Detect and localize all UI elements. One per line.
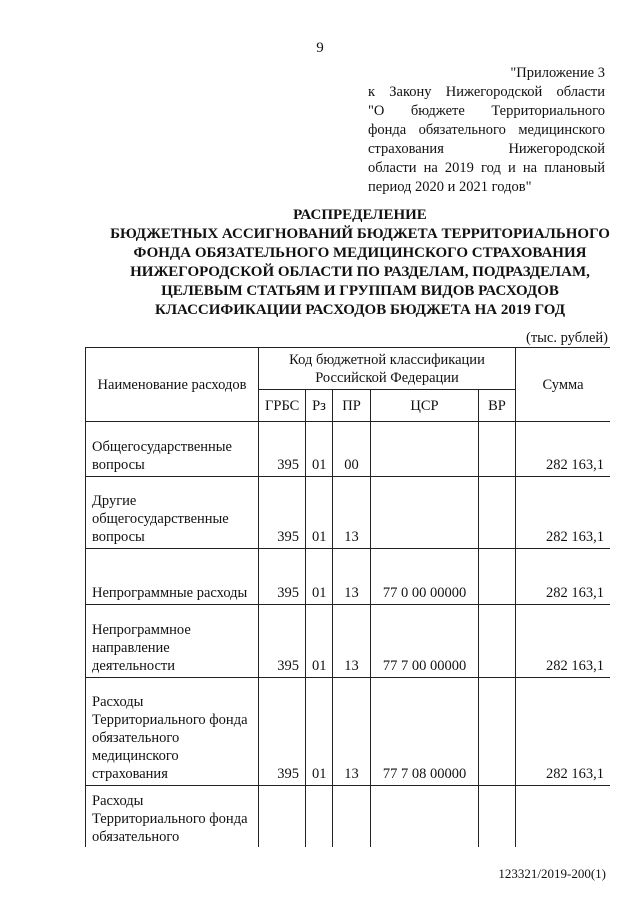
title-line: НИЖЕГОРОДСКОЙ ОБЛАСТИ ПО РАЗДЕЛАМ, ПОДРАЗДЕЛАМ, — [130, 264, 590, 280]
header-grbs: ГРБС — [259, 390, 306, 422]
table-row — [86, 605, 611, 678]
appendix-line: "О бюджете Территориального — [368, 103, 605, 119]
row-grbs: 395 — [259, 549, 306, 605]
row-vr — [479, 477, 516, 549]
row-csr: 77 7 08 00000 — [371, 678, 479, 786]
row-grbs: 395 — [259, 477, 306, 549]
row-pr: 00 — [333, 422, 371, 477]
row-rz: 01 — [306, 678, 333, 786]
appendix-note — [368, 64, 605, 197]
table-row — [86, 477, 611, 549]
row-name: Расходы Территориального фонда обязательного медицинского страхования — [86, 678, 259, 786]
row-rz: 01 — [306, 605, 333, 678]
appendix-line: области на 2019 год и на плановый — [368, 160, 605, 176]
row-vr — [479, 549, 516, 605]
table-row — [86, 422, 611, 477]
row-csr: 77 0 00 00000 — [371, 549, 479, 605]
row-name: Другие общегосударственные вопросы — [86, 477, 259, 549]
row-name: Непрограммные расходы — [86, 549, 259, 605]
row-csr — [371, 786, 479, 848]
row-rz: 01 — [306, 549, 333, 605]
row-pr: 13 — [333, 549, 371, 605]
page-number: 9 — [316, 40, 324, 56]
row-grbs: 395 — [259, 678, 306, 786]
row-vr — [479, 605, 516, 678]
row-sum: 282 163,1 — [516, 605, 610, 678]
title-line: БЮДЖЕТНЫХ АССИГНОВАНИЙ БЮДЖЕТА ТЕРРИТОРИАЛЬНОГО — [110, 226, 610, 242]
row-pr: 13 — [333, 605, 371, 678]
row-sum: 282 163,1 — [516, 678, 610, 786]
table-row — [86, 786, 611, 848]
row-name: Непрограммное направление деятельности — [86, 605, 259, 678]
header-csr: ЦСР — [371, 390, 479, 422]
appendix-line: фонда обязательного медицинского — [368, 122, 605, 138]
title-line: РАСПРЕДЕЛЕНИЕ — [293, 207, 427, 223]
table-row — [86, 549, 611, 605]
row-grbs: 395 — [259, 605, 306, 678]
table-row — [86, 678, 611, 786]
header-code-group: Код бюджетной классификации Российской Федерации — [259, 348, 516, 390]
units-label: (тыс. рублей) — [526, 330, 608, 346]
row-name: Общегосударственные вопросы — [86, 422, 259, 477]
budget-table — [85, 347, 610, 847]
document-title — [90, 206, 630, 320]
appendix-line: "Приложение 3 — [510, 65, 605, 81]
title-line: КЛАССИФИКАЦИИ РАСХОДОВ БЮДЖЕТА НА 2019 ГОД — [154, 302, 566, 318]
appendix-line: страхования Нижегородской — [368, 141, 605, 157]
row-pr: 13 — [333, 678, 371, 786]
row-sum — [516, 786, 610, 848]
row-sum: 282 163,1 — [516, 549, 610, 605]
header-sum: Сумма — [516, 348, 610, 422]
row-rz: 01 — [306, 477, 333, 549]
row-pr — [333, 786, 371, 848]
row-csr — [371, 477, 479, 549]
document-id: 123321/2019-200(1) — [498, 866, 606, 881]
header-rz: Рз — [306, 390, 333, 422]
row-sum: 282 163,1 — [516, 477, 610, 549]
row-rz: 01 — [306, 422, 333, 477]
row-rz — [306, 786, 333, 848]
row-name: Расходы Территориального фонда обязательного — [86, 786, 259, 848]
row-vr — [479, 678, 516, 786]
appendix-line: период 2020 и 2021 годов" — [368, 179, 532, 195]
header-pr: ПР — [333, 390, 371, 422]
row-grbs: 395 — [259, 422, 306, 477]
row-grbs — [259, 786, 306, 848]
row-vr — [479, 786, 516, 848]
row-csr — [371, 422, 479, 477]
header-vr: ВР — [479, 390, 516, 422]
row-pr: 13 — [333, 477, 371, 549]
appendix-line: к Закону Нижегородской области — [368, 84, 605, 100]
row-sum: 282 163,1 — [516, 422, 610, 477]
row-vr — [479, 422, 516, 477]
title-line: ЦЕЛЕВЫМ СТАТЬЯМ И ГРУППАМ ВИДОВ РАСХОДОВ — [161, 283, 559, 299]
header-name: Наименование расходов — [86, 348, 259, 422]
row-csr: 77 7 00 00000 — [371, 605, 479, 678]
title-line: ФОНДА ОБЯЗАТЕЛЬНОГО МЕДИЦИНСКОГО СТРАХОВАНИЯ — [133, 245, 587, 261]
